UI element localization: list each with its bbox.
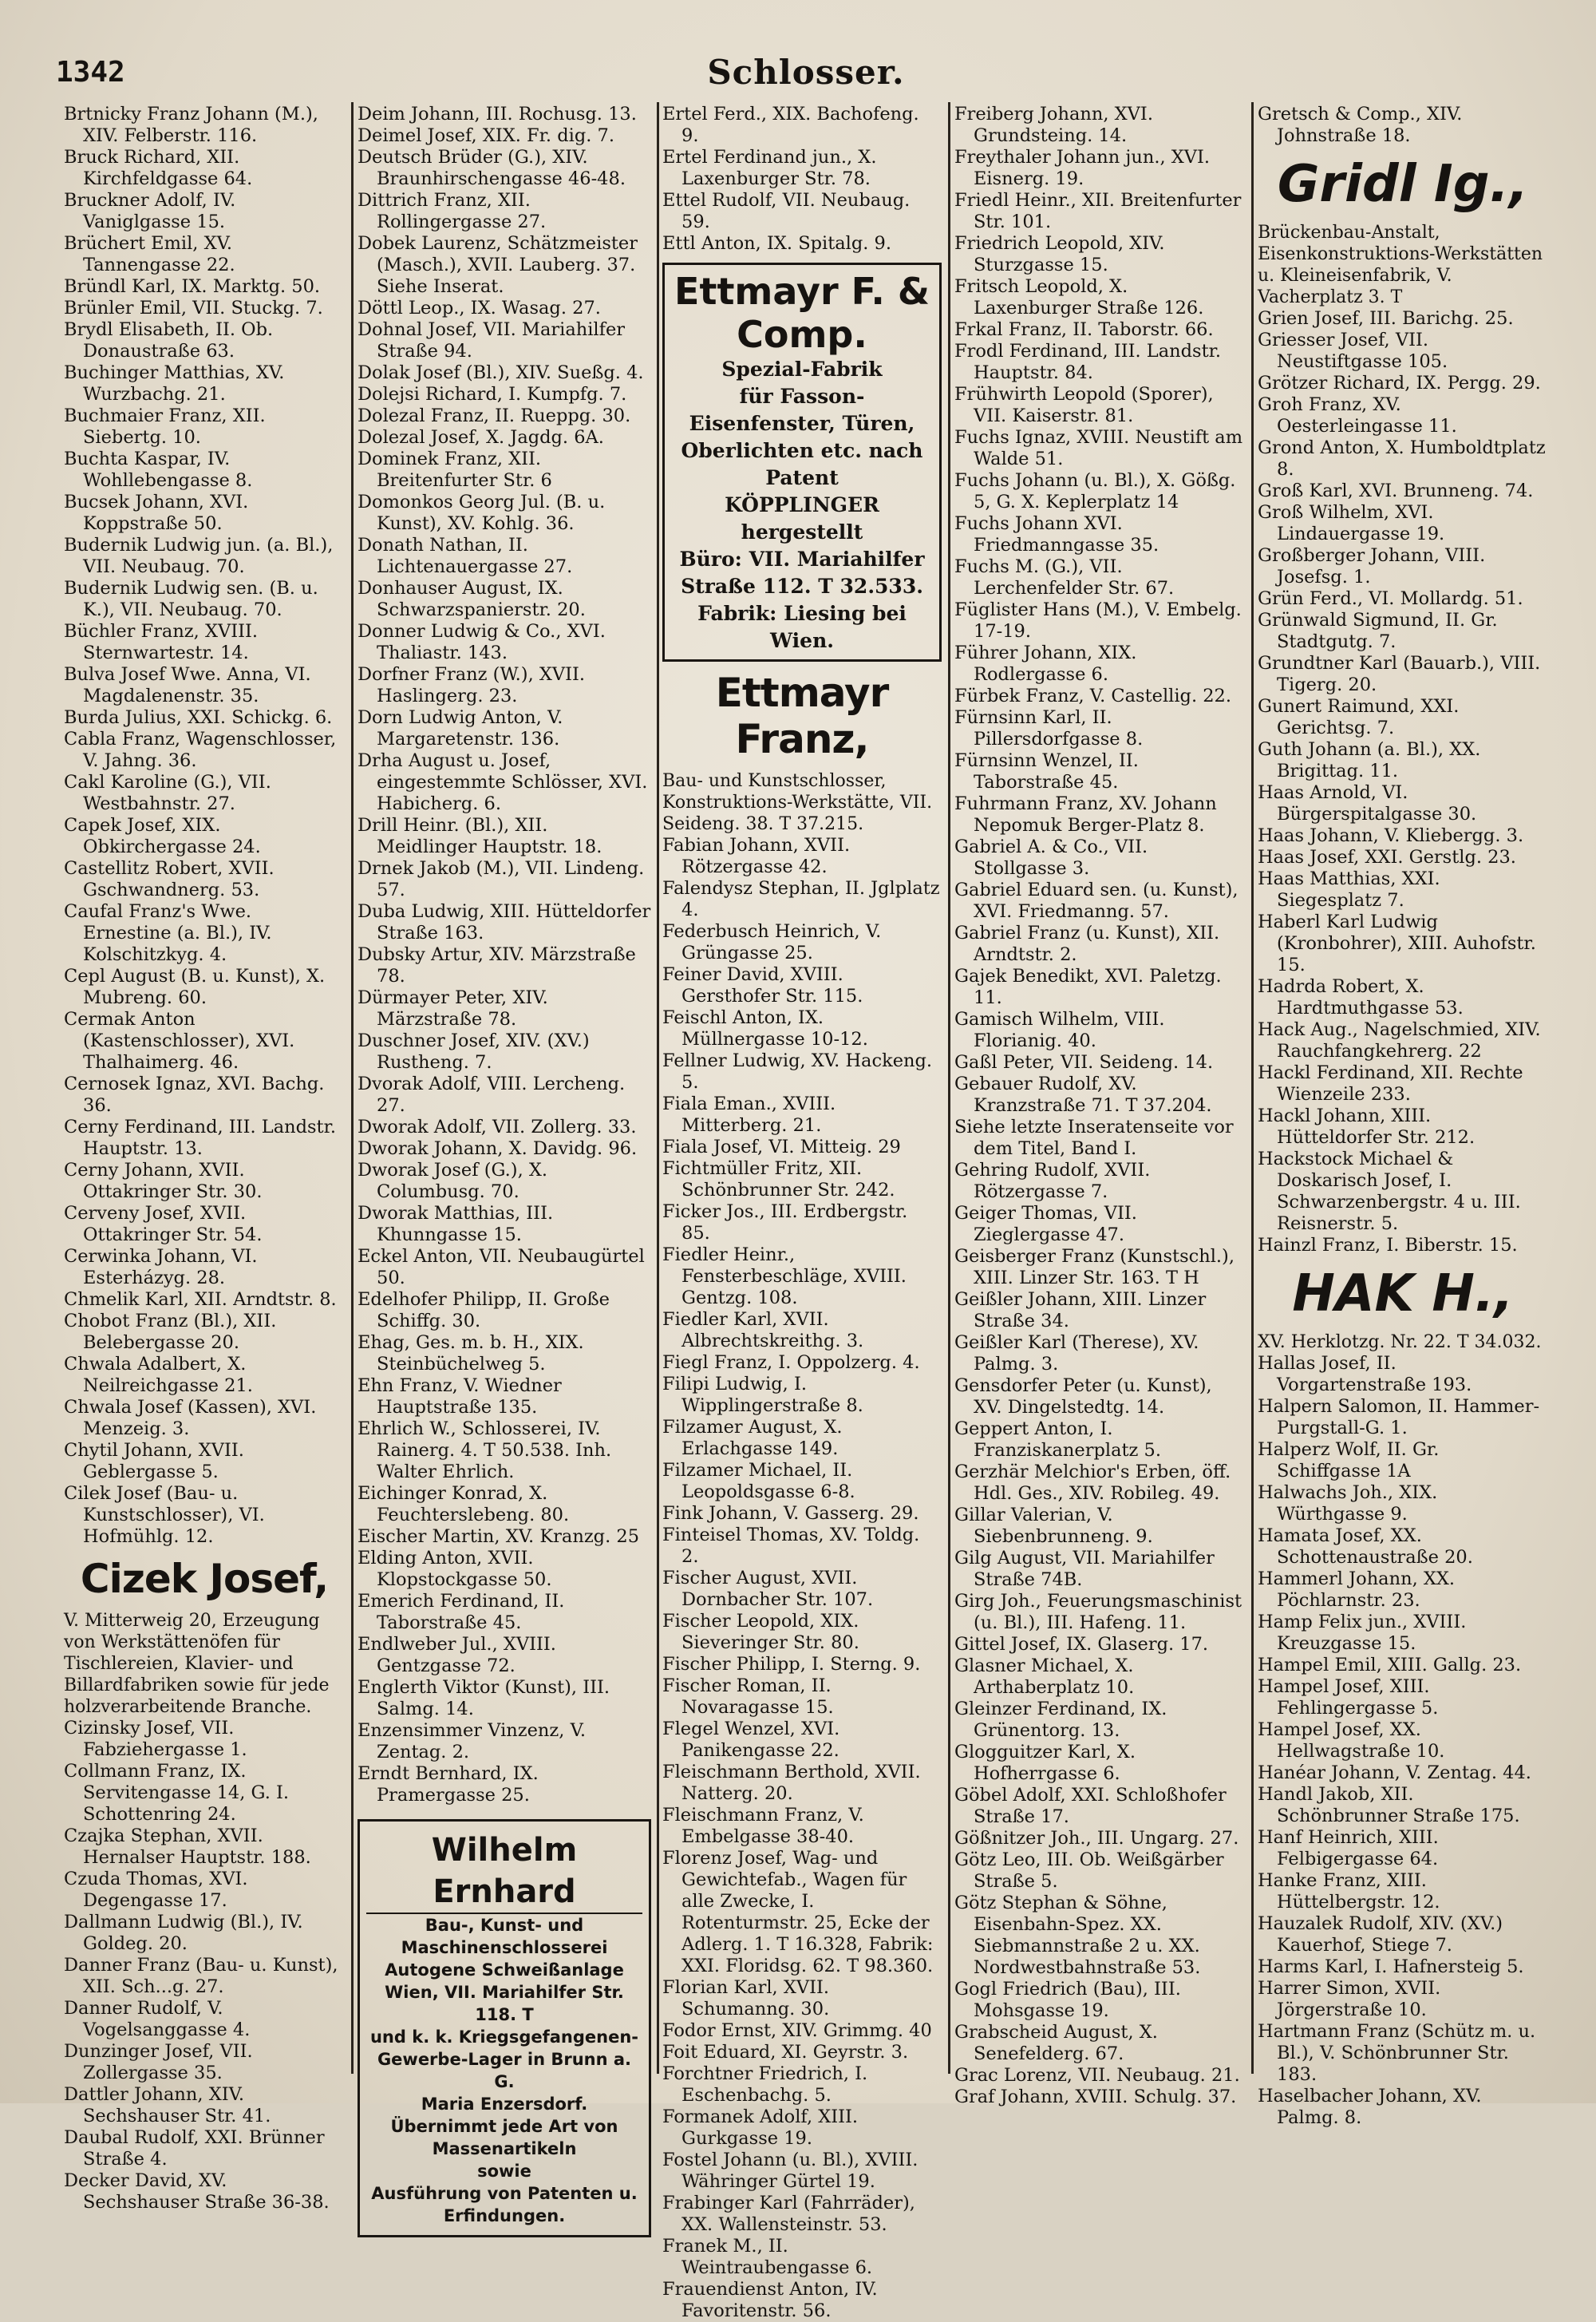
directory-entry: Gretsch & Comp., XIV. Johnstraße 18. (1258, 104, 1463, 146)
directory-entry: Czuda Thomas, XVI. Degengasse 17. (64, 1869, 248, 1911)
advertisement-line: Autogene Schweißanlage (385, 1960, 624, 1980)
directory-entry: Fleischmann Berthold, XVII. Natterg. 20. (662, 1762, 921, 1804)
directory-entry: Collmann Franz, IX. Servitengasse 14, G. I. Schottenring 24. (64, 1761, 290, 1825)
directory-entry: Hammerl Johann, XX. Pöchlarnstr. 23. (1258, 1568, 1456, 1611)
directory-entry: Chmelik Karl, XII. Arndtstr. 8. (64, 1289, 337, 1310)
directory-entry: Friedl Heinr., XII. Breitenfurter Str. 101. (954, 190, 1242, 232)
directory-entry: Ficker Jos., III. Erdbergstr. 85. (662, 1201, 908, 1244)
directory-entry: Hackl Ferdinand, XII. Rechte Wienzeile 233. (1258, 1062, 1523, 1105)
directory-entry: Gabriel Franz (u. Kunst), XII. Arndtstr. 2. (954, 923, 1220, 965)
directory-entry: Fleischmann Franz, V. Embelgasse 38-40. (662, 1805, 864, 1847)
directory-entry: Dubsky Artur, XIV. Märzstraße 78. (358, 944, 636, 987)
directory-entry: Brtnicky Franz Johann (M.), XIV. Felberstr. 116. (64, 104, 318, 146)
directory-entry: Filipi Ludwig, I. Wipplingerstraße 8. (662, 1374, 863, 1416)
directory-column-3 (662, 104, 942, 2321)
advertisement-line: sowie (477, 2162, 531, 2181)
directory-entry: Forchtner Friedrich, I. Eschenbachg. 5. (662, 2063, 868, 2106)
advertisement-line: Gewerbe-Lager in Brunn a. G. (377, 2050, 632, 2091)
directory-entry: Eckel Anton, VII. Neubaugürtel 50. (358, 1246, 645, 1288)
advertisement-line: Maria Enzersdorf. (421, 2095, 588, 2114)
directory-entry: Chwala Adalbert, X. Neilreichgasse 21. (64, 1354, 253, 1396)
directory-entry: Gamisch Wilhelm, VIII. Florianig. 40. (954, 1009, 1165, 1051)
directory-entry: Großberger Johann, VIII. Josefsg. 1. (1258, 545, 1486, 587)
directory-entry: Cabla Franz, Wagenschlosser, V. Jahng. 36. (64, 729, 337, 771)
directory-entry: Glogguitzer Karl, X. Hofherrgasse 6. (954, 1742, 1136, 1784)
directory-entry: Fink Johann, V. Gasserg. 29. (662, 1503, 919, 1524)
directory-entry: Geppert Anton, I. Franziskanerplatz 5. (954, 1418, 1162, 1461)
directory-entry: Haas Arnold, VI. Bürgerspitalgasse 30. (1258, 782, 1477, 825)
directory-entry: Hauzalek Rudolf, XIV. (XV.) Kauerhof, Stiege 7. (1258, 1913, 1503, 1956)
directory-entry: Fiala Eman., XVIII. Mitterberg. 21. (662, 1094, 836, 1136)
directory-entry: Dattler Johann, XIV. Sechshauser Str. 41. (64, 2084, 271, 2126)
directory-entry: Chobot Franz (Bl.), XII. Belebergasse 20. (64, 1311, 277, 1353)
directory-entry: Hampel Josef, XIII. Fehlingergasse 5. (1258, 1676, 1439, 1719)
directory-entry: Deimel Josef, XIX. Fr. dig. 7. (358, 125, 615, 146)
directory-entry: Ettel Rudolf, VII. Neubaug. 59. (662, 190, 911, 232)
advertisement-line: Fabrik: Liesing bei Wien. (697, 602, 907, 652)
directory-entry: Friedrich Leopold, XIV. Sturzgasse 15. (954, 233, 1165, 275)
directory-entry: Cepl August (B. u. Kunst), X. Mubreng. 60. (64, 966, 326, 1008)
directory-entry: Freythaler Johann jun., XVI. Eisnerg. 19. (954, 147, 1211, 189)
directory-entry: Fritsch Leopold, X. Laxenburger Straße 126. (954, 276, 1204, 318)
directory-entry: Decker David, XV. Sechshauser Straße 36-38. (64, 2170, 330, 2213)
directory-entry: Finteisel Thomas, XV. Toldg. 2. (662, 1525, 920, 1567)
directory-entry: Ehn Franz, V. Wiedner Hauptstraße 135. (358, 1375, 562, 1418)
directory-entry: Gajek Benedikt, XVI. Paletzg. 11. (954, 966, 1222, 1008)
directory-entry: Buchmaier Franz, XII. Siebertg. 10. (64, 405, 266, 448)
directory-entry: Hamp Felix jun., XVIII. Kreuzgasse 15. (1258, 1612, 1467, 1654)
directory-entry: Fuchs Ignaz, XVIII. Neustift am Walde 51. (954, 427, 1243, 469)
directory-entry: Buchinger Matthias, XV. Wurzbachg. 21. (64, 362, 285, 405)
directory-entry: Halwachs Joh., XIX. Würthgasse 9. (1258, 1482, 1438, 1525)
directory-entry: Drnek Jakob (M.), VII. Lindeng. 57. (358, 858, 645, 900)
directory-entry: Florian Karl, XVII. Schumanng. 30. (662, 1977, 830, 2019)
advertisement-line: Übernimmt jede Art von Massenartikeln (390, 2117, 618, 2158)
directory-entry: Fiala Josef, VI. Mitteig. 29 (662, 1137, 901, 1157)
advertisement-text: Bau- und Kunstschlosser, Konstruktions-Werkstätte, VII. Seideng. 38. T 37.215. (662, 771, 933, 834)
directory-entry: Grabscheid August, X. Senefelderg. 67. (954, 2022, 1158, 2064)
directory-entry: Haas Josef, XXI. Gerstlg. 23. (1258, 847, 1516, 868)
directory-entry: Foit Eduard, XI. Geyrstr. 3. (662, 2042, 909, 2063)
directory-entry: Brydl Elisabeth, II. Ob. Donaustraße 63. (64, 319, 274, 362)
directory-entry: Feischl Anton, IX. Müllnergasse 10-12. (662, 1007, 868, 1050)
directory-entry: Gilg August, VII. Mariahilfer Straße 74B. (954, 1548, 1215, 1590)
directory-entry: Fiedler Heinr., Fensterbeschläge, XVIII. Gentzg. 108. (662, 1244, 907, 1308)
directory-entry: Deim Johann, III. Rochusg. 13. (358, 104, 637, 125)
directory-entry: Cizinsky Josef, VII. Fabziehergasse 1. (64, 1718, 247, 1760)
directory-entry: Donner Ludwig & Co., XVI. Thaliastr. 143. (358, 621, 606, 663)
directory-column-5 (1258, 104, 1548, 2128)
directory-entry: Fürbek Franz, V. Castellig. 22. (954, 686, 1232, 706)
directory-entry: Hanke Franz, XIII. Hüttelbergstr. 12. (1258, 1870, 1440, 1913)
directory-entry: Eischer Martin, XV. Kranzg. 25 (358, 1526, 640, 1547)
directory-entry: Geisberger Franz (Kunstschl.), XIII. Linzer Str. 163. T H (954, 1246, 1235, 1288)
directory-entry: Fischer August, XVII. Dornbacher Str. 107. (662, 1568, 874, 1610)
directory-entry: Fiedler Karl, XVII. Albrechtskreithg. 3. (662, 1309, 864, 1351)
directory-entry: Dobek Laurenz, Schätzmeister (Masch.), XVII. Lauberg. 37. Siehe Inserat. (358, 233, 638, 297)
advertisement-line: Oberlichten etc. nach Patent (681, 439, 923, 489)
advertisement-title: Wilhelm Ernhard (366, 1830, 642, 1914)
directory-entry: Döttl Leop., IX. Wasag. 27. (358, 298, 601, 318)
advertisement-line: Straße 112. T 32.533. (681, 575, 923, 598)
directory-entry: Dvorak Adolf, VIII. Lercheng. 27. (358, 1074, 626, 1116)
directory-entry: Grond Anton, X. Humboldtplatz 8. (1258, 437, 1546, 480)
directory-entry: Gabriel A. & Co., VII. Stollgasse 3. (954, 837, 1148, 879)
directory-entry: Dolezal Josef, X. Jagdg. 6A. (358, 427, 604, 448)
directory-entry: Filzamer August, X. Erlachgasse 149. (662, 1417, 843, 1459)
advertisement-heading: Gridl Ig., (1277, 155, 1529, 214)
page-number: 1342 (56, 56, 125, 89)
directory-entry: Gunert Raimund, XXI. Gerichtsg. 7. (1258, 696, 1460, 738)
advertisement-heading: Ettmayr Franz, (715, 670, 889, 762)
advertisement-text: V. Mitterweig 20, Erzeugung von Werkstättenöfen für Tischlereien, Klavier- und Billardfabriken sowie für jede holzverarbeitende Branche. (64, 1611, 330, 1717)
advertisement-text: Brückenbau-Anstalt, Eisenkonstruktions-Werkstätten u. Kleineisenfabrik, V. Vacherplatz 3. T (1258, 223, 1543, 307)
directory-entry: Fostel Johann (u. Bl.), XVIII. Währinger Gürtel 19. (662, 2150, 918, 2192)
directory-entry: Budernik Ludwig sen. (B. u. K.), VII. Neubaug. 70. (64, 578, 318, 620)
directory-entry: Harms Karl, I. Hafnersteig 5. (1258, 1956, 1524, 1977)
directory-entry: Edelhofer Philipp, II. Große Schiffg. 30. (358, 1289, 610, 1331)
directory-entry: Fuchs M. (G.), VII. Lerchenfelder Str. 67. (954, 556, 1175, 599)
directory-entry: Flegel Wenzel, XVI. Panikengasse 22. (662, 1719, 840, 1761)
directory-entry: Hanf Heinrich, XIII. Felbigergasse 64. (1258, 1827, 1439, 1869)
directory-entry: Fellner Ludwig, XV. Hackeng. 5. (662, 1050, 933, 1093)
directory-entry: Gaßl Peter, VII. Seideng. 14. (954, 1052, 1214, 1073)
directory-entry: Cerveny Josef, XVII. Ottakringer Str. 54. (64, 1203, 263, 1245)
directory-entry: Gerzhär Melchior's Erben, öff. Hdl. Ges., XIV. Robileg. 49. (954, 1462, 1231, 1504)
advertisement-heading: HAK H., (1292, 1264, 1514, 1323)
directory-entry: Bucsek Johann, XVI. Koppstraße 50. (64, 492, 249, 534)
directory-entry: Haberl Karl Ludwig (Kronbohrer), XIII. Auhofstr. 15. (1258, 912, 1536, 975)
directory-entry: Dworak Johann, X. Davidg. 96. (358, 1138, 638, 1159)
directory-entry: Hainzl Franz, I. Biberstr. 15. (1258, 1235, 1518, 1256)
directory-entry: Frkal Franz, II. Taborstr. 66. (954, 319, 1214, 340)
directory-column-1 (64, 104, 345, 2213)
directory-entry: Ehag, Ges. m. b. H., XIX. Steinbüchelweg 5. (358, 1332, 584, 1375)
directory-entry: Frabinger Karl (Fahrräder), XX. Wallensteinstr. 53. (662, 2193, 915, 2235)
directory-entry: Budernik Ludwig jun. (a. Bl.), VII. Neubaug. 70. (64, 535, 334, 577)
directory-entry: Groh Franz, XV. Oesterleingasse 11. (1258, 394, 1457, 437)
directory-entry: Haas Matthias, XXI. Siegesplatz 7. (1258, 868, 1440, 911)
directory-entry: Hack Aug., Nagelschmied, XIV. Rauchfangkehrerg. 22 (1258, 1019, 1541, 1062)
directory-entry: Guth Johann (a. Bl.), XX. Brigittag. 11. (1258, 739, 1481, 781)
directory-entry: Dolak Josef (Bl.), XIV. Sueßg. 4. (358, 362, 644, 383)
directory-entry: Drha August u. Josef, eingestemmte Schlösser, XVI. Habicherg. 6. (358, 750, 648, 814)
directory-entry: Dominek Franz, XII. Breitenfurter Str. 6 (358, 449, 552, 491)
directory-entry: Dittrich Franz, XII. Rollingergasse 27. (358, 190, 547, 232)
directory-entry: Chwala Josef (Kassen), XVI. Menzeig. 3. (64, 1397, 317, 1439)
directory-entry: Siehe letzte Inseratenseite vor dem Titel, Band I. (954, 1117, 1234, 1159)
page-title: Schlosser. (707, 53, 905, 92)
directory-entry: Dorn Ludwig Anton, V. Margaretenstr. 136. (358, 707, 563, 750)
directory-entry: Donath Nathan, II. Lichtenauergasse 27. (358, 535, 573, 577)
directory-entry: Emerich Ferdinand, II. Taborstraße 45. (358, 1591, 565, 1633)
advertisement-heading: Cizek Josef, (80, 1556, 329, 1602)
directory-entry: Frühwirth Leopold (Sporer), VII. Kaiserstr. 81. (954, 384, 1214, 426)
directory-entry: Capek Josef, XIX. Obkirchergasse 24. (64, 815, 261, 857)
directory-entry: Glasner Michael, X. Arthaberplatz 10. (954, 1655, 1135, 1698)
directory-entry: Caufal Franz's Wwe. Ernestine (a. Bl.), IV. Kolschitzkyg. 4. (64, 901, 272, 965)
directory-entry: Deutsch Brüder (G.), XIV. Braunhirschengasse 46-48. (358, 147, 626, 189)
directory-entry: Haas Johann, V. Kliebergg. 3. (1258, 825, 1524, 846)
directory-entry: Göbel Adolf, XXI. Schloßhofer Straße 17. (954, 1785, 1227, 1827)
directory-entry: Danner Franz (Bau- u. Kunst), XII. Sch...g. 27. (64, 1955, 338, 1997)
directory-entry: Grünwald Sigmund, II. Gr. Stadtgutg. 7. (1258, 610, 1498, 652)
directory-entry: Bulva Josef Wwe. Anna, VI. Magdalenenstr. 35. (64, 664, 311, 706)
directory-entry: Castellitz Robert, XVII. Gschwandnerg. 53. (64, 858, 275, 900)
directory-entry: Griesser Josef, VII. Neustiftgasse 105. (1258, 330, 1448, 372)
directory-entry: Elding Anton, XVII. Klopstockgasse 50. (358, 1548, 552, 1590)
directory-entry: Cerwinka Johann, VI. Esterházyg. 28. (64, 1246, 258, 1288)
directory-entry: Brüchert Emil, XV. Tannengasse 22. (64, 233, 235, 275)
directory-entry: Gensdorfer Peter (u. Kunst), XV. Dingelstedtg. 14. (954, 1375, 1212, 1418)
directory-entry: Ehrlich W., Schlosserei, IV. Rainerg. 4. T 50.538. Inh. Walter Ehrlich. (358, 1418, 612, 1482)
directory-entry: Gillar Valerian, V. Siebenbrunneng. 9. (954, 1505, 1153, 1547)
directory-entry: Hampel Josef, XX. Hellwagstraße 10. (1258, 1719, 1445, 1762)
advertisement-text: XV. Herklotzg. Nr. 22. T 34.032. (1258, 1332, 1542, 1352)
directory-entry: Falendysz Stephan, II. Jglplatz 4. (662, 878, 940, 920)
directory-entry: Dworak Matthias, III. Khunngasse 15. (358, 1203, 554, 1245)
advertisement-line: Ausführung von Patenten u. Erfindungen. (371, 2184, 638, 2225)
directory-entry: Eichinger Konrad, X. Feuchterslebeng. 80. (358, 1483, 570, 1525)
directory-entry: Götz Leo, III. Ob. Weißgärber Straße 5. (954, 1849, 1224, 1892)
directory-entry: Cerny Johann, XVII. Ottakringer Str. 30. (64, 1160, 263, 1202)
directory-entry: Erndt Bernhard, IX. Pramergasse 25. (358, 1763, 539, 1806)
directory-entry: Gittel Josef, IX. Glaserg. 17. (954, 1634, 1209, 1655)
directory-entry: Gabriel Eduard sen. (u. Kunst), XVI. Friedmanng. 57. (954, 880, 1238, 922)
directory-entry: Federbusch Heinrich, V. Grüngasse 25. (662, 921, 882, 963)
directory-entry: Haselbacher Johann, XV. Palmg. 8. (1258, 2086, 1482, 2128)
directory-entry: Hackstock Michael & Doskarisch Josef, I. Schwarzenbergstr. 4 u. III. Reisnerstr. 5. (1258, 1149, 1521, 1234)
directory-entry: Harrer Simon, XVII. Jörgerstraße 10. (1258, 1978, 1441, 2020)
directory-entry: Hanéar Johann, V. Zentag. 44. (1258, 1762, 1531, 1783)
directory-entry: Fiegl Franz, I. Oppolzerg. 4. (662, 1352, 920, 1373)
directory-entry: Graf Johann, XVIII. Schulg. 37. (954, 2087, 1237, 2107)
directory-entry: Groß Wilhelm, XVI. Lindauergasse 19. (1258, 502, 1445, 544)
directory-entry: Hampel Emil, XIII. Gallg. 23. (1258, 1655, 1522, 1675)
directory-entry: Götz Stephan & Söhne, Eisenbahn-Spez. XX. Siebmannstraße 2 u. XX. Nordwestbahnstraße 53. (954, 1893, 1201, 1978)
directory-entry: Hamata Josef, XX. Schottenaustraße 20. (1258, 1525, 1473, 1568)
directory-entry: Dürmayer Peter, XIV. Märzstraße 78. (358, 987, 548, 1030)
directory-entry: Fischer Leopold, XIX. Sieveringer Str. 80. (662, 1611, 859, 1653)
directory-column-4 (954, 104, 1245, 2107)
directory-entry: Ertel Ferd., XIX. Bachofeng. 9. (662, 104, 919, 146)
directory-entry: Ettl Anton, IX. Spitalg. 9. (662, 233, 892, 254)
directory-entry: Duba Ludwig, XIII. Hütteldorfer Straße 163. (358, 901, 651, 943)
directory-entry: Fuchs Johann XVI. Friedmanngasse 35. (954, 513, 1159, 556)
directory-entry: Geißler Johann, XIII. Linzer Straße 34. (954, 1289, 1207, 1331)
advertisement-box (358, 1819, 651, 2237)
directory-entry: Drill Heinr. (Bl.), XII. Meidlinger Hauptstr. 18. (358, 815, 602, 857)
directory-entry: Gogl Friedrich (Bau), III. Mohsgasse 19. (954, 1979, 1181, 2021)
directory-entry: Gößnitzer Joh., III. Ungarg. 27. (954, 1828, 1239, 1849)
directory-entry: Donhauser August, IX. Schwarzspanierstr. 20. (358, 578, 586, 620)
advertisement-line: für Fasson-Eisenfenster, Türen, (689, 385, 915, 435)
page-header (48, 49, 1564, 97)
directory-entry: Bruck Richard, XII. Kirchfeldgasse 64. (64, 147, 253, 189)
directory-entry: Halperz Wolf, II. Gr. Schiffgasse 1A (1258, 1439, 1440, 1481)
directory-entry: Daubal Rudolf, XXI. Brünner Straße 4. (64, 2127, 325, 2170)
directory-entry: Fuhrmann Franz, XV. Johann Nepomuk Berger-Platz 8. (954, 793, 1217, 836)
directory-entry: Dworak Adolf, VII. Zollerg. 33. (358, 1117, 637, 1137)
directory-entry: Dunzinger Josef, VII. Zollergasse 35. (64, 2041, 253, 2083)
directory-entry: Endlweber Jul., XVIII. Gentzgasse 72. (358, 1634, 556, 1676)
directory-entry: Girg Joh., Feuerungsmaschinist (u. Bl.), III. Hafeng. 11. (954, 1591, 1242, 1633)
directory-entry: Feiner David, XVIII. Gersthofer Str. 115. (662, 964, 863, 1007)
directory-entry: Hackl Johann, XIII. Hütteldorfer Str. 212. (1258, 1106, 1476, 1148)
directory-entry: Füglister Hans (M.), V. Embelg. 17-19. (954, 599, 1242, 642)
directory-entry: Hallas Josef, II. Vorgartenstraße 193. (1258, 1353, 1472, 1395)
advertisement-title: Ettmayr F. & Comp. (674, 270, 930, 356)
directory-entry: Hadrda Robert, X. Hardtmuthgasse 53. (1258, 976, 1464, 1019)
directory-entry: Enzensimmer Vinzenz, V. Zentag. 2. (358, 1720, 587, 1762)
directory-entry: Grac Lorenz, VII. Neubaug. 21. (954, 2065, 1240, 2086)
directory-entry: Grien Josef, III. Barichg. 25. (1258, 308, 1514, 329)
directory-entry: Cermak Anton (Kastenschlosser), XVI. Thalhaimerg. 46. (64, 1009, 295, 1073)
directory-entry: Gebauer Rudolf, XV. Kranzstraße 71. T 37.204. (954, 1074, 1212, 1116)
directory-entry: Cilek Josef (Bau- u. Kunstschlosser), VI. Hofmühlg. 12. (64, 1483, 265, 1547)
advertisement-line: Bau-, Kunst- und Maschinenschlosserei (401, 1916, 608, 1957)
directory-entry: Fürnsinn Wenzel, II. Taborstraße 45. (954, 750, 1139, 793)
directory-entry: Cernosek Ignaz, XVI. Bachg. 36. (64, 1074, 325, 1116)
directory-entry: Danner Rudolf, V. Vogelsanggasse 4. (64, 1998, 251, 2040)
directory-entry: Grün Ferd., VI. Mollardg. 51. (1258, 588, 1523, 609)
directory-entry: Czajka Stephan, XVII. Hernalser Hauptstr. 188. (64, 1826, 311, 1868)
directory-entry: Bründl Karl, IX. Marktg. 50. (64, 276, 321, 297)
advertisement-box (662, 263, 942, 662)
directory-entry: Fischer Philipp, I. Sterng. 9. (662, 1654, 921, 1675)
directory-entry: Fuchs Johann (u. Bl.), X. Gößg. 5, G. X. Keplerplatz 14 (954, 470, 1236, 512)
directory-entry: Grundtner Karl (Bauarb.), VIII. Tigerg. 20. (1258, 653, 1541, 695)
directory-entry: Dallmann Ludwig (Bl.), IV. Goldeg. 20. (64, 1912, 303, 1954)
directory-entry: Dolezal Franz, II. Rueppg. 30. (358, 405, 631, 426)
directory-entry: Hartmann Franz (Schütz m. u. Bl.), V. Schönbrunner Str. 183. (1258, 2021, 1536, 2085)
directory-entry: Handl Jakob, XII. Schönbrunner Straße 175. (1258, 1784, 1520, 1826)
directory-entry: Geiger Thomas, VII. Zieglergasse 47. (954, 1203, 1137, 1245)
column-divider (948, 102, 950, 2074)
directory-entry: Gehring Rudolf, XVII. Rötzergasse 7. (954, 1160, 1151, 1202)
directory-entry: Fodor Ernst, XIV. Grimmg. 40 (662, 2020, 932, 2041)
directory-entry: Fischer Roman, II. Novaragasse 15. (662, 1675, 834, 1718)
directory-entry: Ertel Ferdinand jun., X. Laxenburger Str. 78. (662, 147, 877, 189)
column-divider (351, 102, 354, 2074)
directory-entry: Florenz Josef, Wag- und Gewichtefab., Wagen für alle Zwecke, I. Rotenturmstr. 25, Ecke der Adlerg. 1. T 16.328, Fabrik: XXI. Floridsg. 62. T 98.360. (662, 1848, 934, 1976)
directory-entry: Geißler Karl (Therese), XV. Palmg. 3. (954, 1332, 1199, 1375)
directory-entry: Führer Johann, XIX. Rodlergasse 6. (954, 643, 1137, 685)
directory-entry: Fichtmüller Fritz, XII. Schönbrunner Str. 242. (662, 1158, 895, 1201)
directory-entry: Chytil Johann, XVII. Geblergasse 5. (64, 1440, 244, 1482)
directory-entry: Dolejsi Richard, I. Kumpfg. 7. (358, 384, 627, 405)
column-divider (657, 102, 659, 2074)
directory-entry: Cakl Karoline (G.), VII. Westbahnstr. 27. (64, 772, 271, 814)
column-divider (1251, 102, 1254, 2074)
directory-entry: Fabian Johann, XVII. Rötzergasse 42. (662, 835, 851, 877)
directory-entry: Bruckner Adolf, IV. Vaniglgasse 15. (64, 190, 236, 232)
directory-entry: Cerny Ferdinand, III. Landstr. Hauptstr. 13. (64, 1117, 337, 1159)
advertisement-line: Büro: VII. Mariahilfer (679, 548, 925, 571)
advertisement-line: KÖPPLINGER hergestellt (725, 493, 879, 544)
advertisement-line: und k. k. Kriegsgefangenen- (369, 2027, 639, 2047)
directory-entry: Filzamer Michael, II. Leopoldsgasse 6-8. (662, 1460, 855, 1502)
directory-entry: Frodl Ferdinand, III. Landstr. Hauptstr. 84. (954, 341, 1222, 383)
directory-entry: Dworak Josef (G.), X. Columbusg. 70. (358, 1160, 548, 1202)
directory-entry: Brünler Emil, VII. Stuckg. 7. (64, 298, 323, 318)
directory-entry: Halpern Salomon, II. Hammer-Purgstall-G. 1. (1258, 1396, 1540, 1438)
directory-entry: Domonkos Georg Jul. (B. u. Kunst), XV. Kohlg. 36. (358, 492, 606, 534)
advertisement-line: Spezial-Fabrik (721, 358, 883, 381)
directory-entry: Englerth Viktor (Kunst), III. Salmg. 14. (358, 1677, 610, 1719)
directory-entry: Duschner Josef, XIV. (XV.) Rustheng. 7. (358, 1030, 590, 1073)
directory-entry: Freiberg Johann, XVI. Grundsteing. 14. (954, 104, 1153, 146)
directory-entry: Frauendienst Anton, IV. Favoritenstr. 56. (662, 2279, 878, 2321)
directory-entry: Formanek Adolf, XIII. Gurkgasse 19. (662, 2106, 859, 2149)
directory-entry: Dohnal Josef, VII. Mariahilfer Straße 94. (358, 319, 626, 362)
directory-entry: Gleinzer Ferdinand, IX. Grünentorg. 13. (954, 1699, 1167, 1741)
directory-entry: Grötzer Richard, IX. Pergg. 29. (1258, 373, 1541, 394)
directory-column-2 (358, 104, 651, 2225)
directory-entry: Büchler Franz, XVIII. Sternwartestr. 14. (64, 621, 259, 663)
directory-entry: Fürnsinn Karl, II. Pillersdorfgasse 8. (954, 707, 1144, 750)
advertisement-line: Wien, VII. Mariahilfer Str. 118. T (385, 1983, 624, 2024)
directory-entry: Dorfner Franz (W.), XVII. Haslingerg. 23. (358, 664, 586, 706)
directory-entry: Groß Karl, XVI. Brunneng. 74. (1258, 481, 1534, 501)
directory-entry: Franek M., II. Weintraubengasse 6. (662, 2236, 873, 2278)
directory-entry: Buchta Kaspar, IV. Wohllebengasse 8. (64, 449, 253, 491)
directory-entry: Burda Julius, XXI. Schickg. 6. (64, 707, 333, 728)
